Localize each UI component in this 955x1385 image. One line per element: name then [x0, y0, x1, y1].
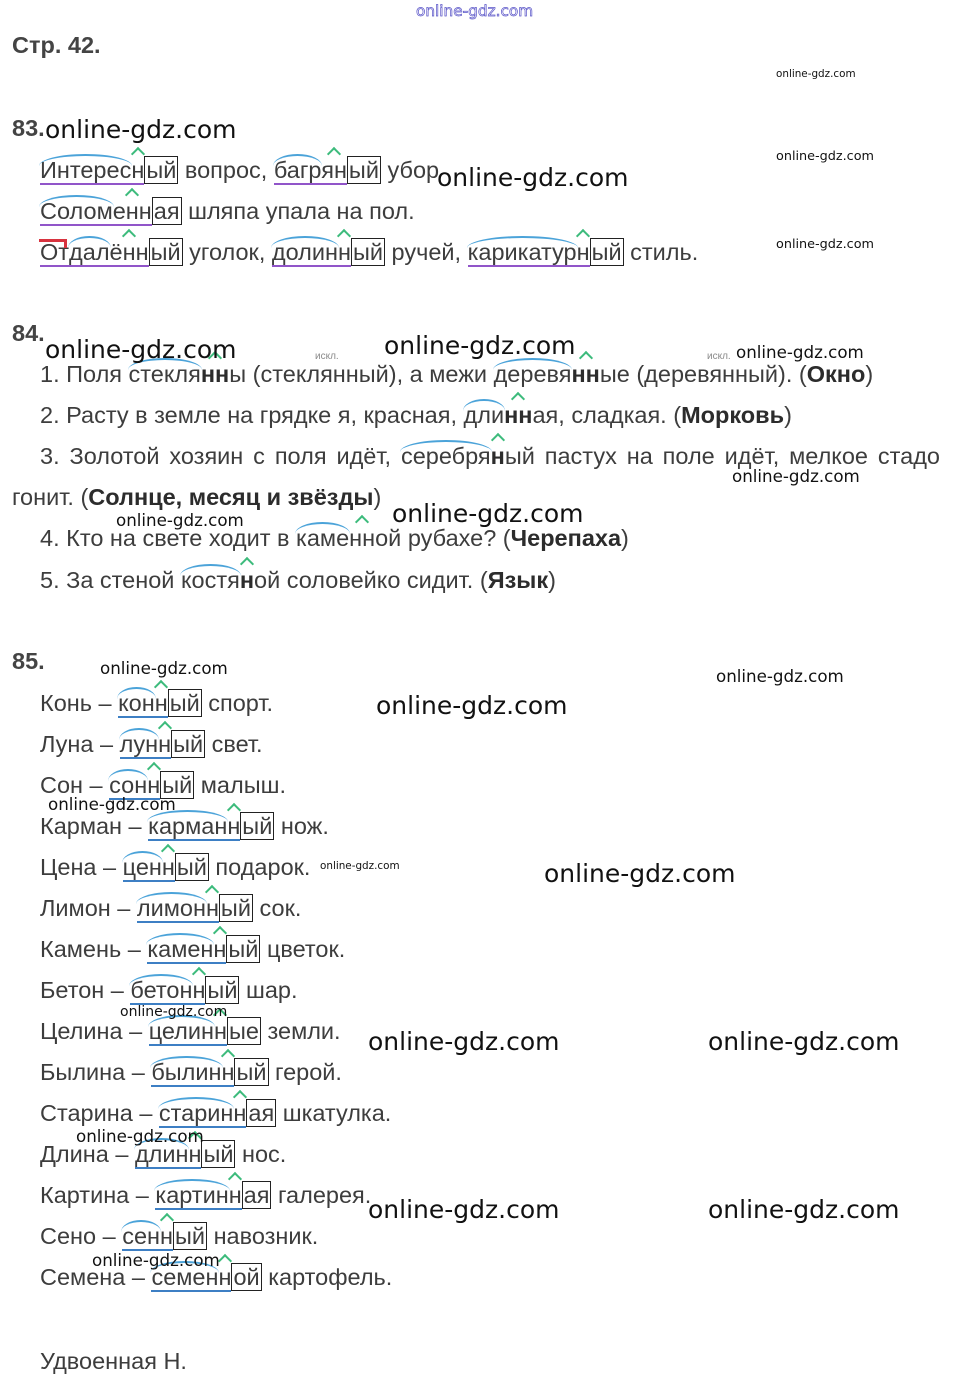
- word-ending: ый: [348, 156, 379, 183]
- text-run: цветок.: [260, 935, 346, 962]
- word-suffix: н: [161, 853, 175, 880]
- text-run: картофель.: [261, 1264, 393, 1291]
- answer-bold: Окно: [806, 360, 866, 387]
- text-run: убор: [380, 156, 440, 183]
- text-run: вопрос,: [178, 156, 274, 183]
- text-run: ): [373, 484, 382, 511]
- text-run: шляпа упала на пол.: [181, 197, 415, 224]
- word-suffix: н: [228, 1182, 242, 1209]
- word-ending: ый: [173, 730, 204, 757]
- watermark-text: online-gdz.com: [392, 499, 584, 528]
- word-ending: ый: [175, 1223, 206, 1250]
- word-ending: ая: [153, 197, 180, 224]
- word-root: каме: [296, 525, 350, 552]
- word-suffix: н: [154, 689, 168, 716]
- text-run: Камень –: [40, 935, 148, 962]
- exercise-number-84: 84.: [12, 320, 45, 346]
- word-suffix: н: [218, 1264, 232, 1291]
- word-root: дли: [463, 401, 505, 428]
- watermark-text: online-gdz.com: [48, 794, 176, 814]
- word-ending: ый: [236, 1059, 267, 1086]
- text-run: 3. Золотой хозяин с поля идёт,: [40, 442, 401, 469]
- word-suffix-bold: н: [490, 442, 505, 469]
- text-run: Цена –: [40, 853, 123, 880]
- answer-bold: Язык: [487, 566, 549, 593]
- text-run: галерея.: [271, 1182, 372, 1209]
- word-suffix-bold: нн: [504, 401, 533, 428]
- word-ending: ый: [203, 1141, 234, 1168]
- text-run: Старина –: [40, 1100, 159, 1127]
- watermark-text: online-gdz.com: [45, 335, 237, 364]
- text-run: гонит. (: [12, 484, 89, 511]
- text-run: Картина –: [40, 1182, 156, 1209]
- exercise-line: [40, 560, 940, 601]
- exercise-number-83: 83.: [12, 115, 45, 141]
- text-run: Карман –: [40, 812, 149, 839]
- watermark-text: online-gdz.com: [776, 237, 875, 252]
- text-run: ): [621, 525, 629, 552]
- text-run: Бетон –: [40, 976, 131, 1003]
- watermark-text: online-gdz.com: [776, 68, 856, 80]
- exercise-line: [40, 1175, 392, 1216]
- word-root: целин: [148, 1018, 214, 1044]
- text-run: Конь –: [40, 689, 119, 716]
- word-root: цен: [122, 853, 162, 880]
- watermark-text: online-gdz.com: [732, 466, 860, 486]
- answer-bold: Черепаха: [510, 525, 622, 552]
- watermark-text: online-gdz.com: [45, 115, 237, 144]
- word-ending: ый: [207, 976, 238, 1003]
- word-suffix: н: [192, 976, 206, 1003]
- text-run: ): [865, 360, 874, 387]
- word-root: долин: [271, 238, 338, 265]
- text-run: ая, сладкая. (: [532, 401, 682, 428]
- text-run: свет.: [205, 730, 263, 757]
- word-root: камен: [147, 935, 214, 962]
- word-root: сон: [109, 771, 148, 798]
- text-run: Целина –: [40, 1018, 149, 1044]
- text-run: ой соловейко сидит. (: [254, 566, 488, 593]
- text-run: герой.: [268, 1059, 342, 1086]
- word-suffix: н: [158, 730, 172, 757]
- exercise-85: [40, 683, 392, 1299]
- text-run: ы (стеклянный), а межи: [229, 360, 494, 387]
- word-root: кон: [118, 689, 155, 716]
- text-run: навозник.: [207, 1223, 319, 1250]
- word-root: лун: [119, 730, 159, 757]
- text-run: 5. За стеной: [40, 566, 181, 593]
- text-run: ): [784, 401, 792, 428]
- text-run: 1. Поля: [40, 360, 129, 387]
- exercise-line: [40, 724, 392, 765]
- word-suffix: н: [337, 238, 351, 265]
- text-run: Сон –: [40, 771, 110, 798]
- word-root: старин: [158, 1100, 234, 1127]
- word-suffix: н: [221, 1059, 235, 1086]
- text-run: шкатулка.: [276, 1100, 392, 1127]
- word-root: Интерес: [40, 156, 132, 183]
- text-run: шар.: [239, 976, 298, 1003]
- word-prefix: От: [40, 238, 70, 265]
- word-root: бетон: [130, 976, 193, 1003]
- exercise-line: [40, 1052, 392, 1093]
- page-title: Стр. 42.: [12, 32, 101, 58]
- text-run: Длина –: [40, 1141, 135, 1168]
- text-run: подарок.: [208, 853, 311, 880]
- text-run: Сено –: [40, 1223, 123, 1250]
- text-run: сок.: [252, 894, 302, 921]
- watermark-text: online-gdz.com: [708, 1027, 900, 1056]
- word-suffix: н: [233, 1100, 247, 1127]
- site-watermark: online-gdz.com: [416, 2, 534, 20]
- exercise-number-85: 85.: [12, 648, 45, 674]
- text-run: ручей,: [385, 238, 468, 265]
- text-run: ый пастух на поле идёт, мелкое стадо: [504, 442, 940, 469]
- watermark-text: online-gdz.com: [100, 658, 228, 678]
- word-root: стекля: [128, 360, 201, 387]
- text-run: спорт.: [201, 689, 274, 716]
- word-suffix: ян: [321, 156, 347, 183]
- text-run: 2. Расту в земле на грядке я, красная,: [40, 401, 464, 428]
- word-suffix: н: [131, 156, 145, 183]
- watermark-text: online-gdz.com: [384, 331, 576, 360]
- word-suffix: н: [188, 1141, 202, 1168]
- text-run: нос.: [235, 1141, 287, 1168]
- watermark-text: online-gdz.com: [368, 1195, 560, 1224]
- watermark-text: online-gdz.com: [320, 860, 400, 872]
- text-run: Былина –: [40, 1059, 152, 1086]
- word-ending: ой: [233, 1264, 260, 1291]
- word-ending: ый: [242, 812, 273, 839]
- word-suffix: енн: [112, 197, 152, 224]
- text-run: земли.: [260, 1018, 341, 1044]
- word-root: карикатур: [467, 238, 577, 265]
- text-run: малыш.: [194, 771, 286, 798]
- text-run: Луна –: [40, 730, 120, 757]
- watermark-text: online-gdz.com: [120, 1004, 228, 1020]
- word-root: лимон: [136, 894, 206, 921]
- exercise-line: [40, 683, 392, 724]
- text-run: нож.: [274, 812, 329, 839]
- word-suffix: н: [214, 1018, 227, 1044]
- word-ending: ый: [591, 238, 622, 265]
- word-ending: ый: [176, 853, 207, 880]
- exercise-line: [40, 232, 698, 273]
- exercise-line: [40, 888, 392, 929]
- word-root: сен: [122, 1223, 161, 1250]
- word-root: длин: [134, 1141, 189, 1168]
- word-ending: ая: [243, 1182, 270, 1209]
- exercise-line: [40, 395, 940, 436]
- watermark-text: online-gdz.com: [437, 163, 629, 192]
- watermark-text: online-gdz.com: [716, 666, 844, 686]
- watermark-text: online-gdz.com: [76, 1126, 204, 1146]
- answer-bold: Морковь: [681, 401, 785, 428]
- word-suffix: нн: [349, 525, 376, 552]
- exercise-line: [40, 191, 698, 232]
- watermark-text: online-gdz.com: [544, 859, 736, 888]
- watermark-text: online-gdz.com: [116, 510, 244, 530]
- word-suffix: ённ: [109, 238, 149, 265]
- word-ending: ый: [162, 771, 193, 798]
- text-run: Семена –: [40, 1264, 152, 1291]
- word-ending: ый: [228, 935, 259, 962]
- word-root: семен: [151, 1264, 219, 1291]
- watermark-text: online-gdz.com: [368, 1027, 560, 1056]
- watermark-text: online-gdz.com: [92, 1250, 220, 1270]
- word-root: карман: [148, 812, 228, 839]
- word-suffix: н: [160, 1223, 174, 1250]
- text-run: 4. Кто на свете ходит в: [40, 525, 297, 552]
- exercise-line: [40, 929, 392, 970]
- conclusion-text: Удвоенная Н.: [40, 1348, 187, 1374]
- word-ending: ая: [248, 1100, 275, 1127]
- word-ending: ый: [352, 238, 383, 265]
- watermark-text: online-gdz.com: [376, 691, 568, 720]
- word-root: дал: [69, 238, 110, 265]
- text-run: уголок,: [182, 238, 272, 265]
- text-run: стиль.: [623, 238, 699, 265]
- text-run: ые (деревянный). (: [599, 360, 807, 387]
- word-ending: ый: [150, 238, 181, 265]
- text-run: ой рубахе? (: [375, 525, 511, 552]
- answer-bold: Солнце, месяц и звёзды: [88, 484, 374, 511]
- word-suffix: н: [213, 935, 227, 962]
- text-run: ): [548, 566, 556, 593]
- exception-note: искл.: [707, 351, 731, 362]
- exception-note: искл.: [315, 351, 339, 362]
- word-root: деревя: [493, 360, 572, 387]
- word-root: костя: [180, 566, 240, 593]
- word-suffix: н: [227, 812, 241, 839]
- word-suffix: н: [576, 238, 590, 265]
- watermark-text: online-gdz.com: [776, 149, 875, 164]
- word-ending: ый: [146, 156, 177, 183]
- word-root: картин: [155, 1182, 229, 1209]
- watermark-text: online-gdz.com: [708, 1195, 900, 1224]
- word-suffix-bold: н: [239, 566, 255, 593]
- word-suffix-bold: нн: [200, 360, 230, 387]
- word-ending: ый: [220, 894, 251, 921]
- word-suffix: н: [147, 771, 161, 798]
- word-ending: ые: [228, 1018, 259, 1044]
- word-root: серебря: [400, 442, 491, 469]
- word-suffix: н: [205, 894, 219, 921]
- word-ending: ый: [169, 689, 200, 716]
- watermark-text: online-gdz.com: [736, 342, 864, 362]
- text-run: Лимон –: [40, 894, 137, 921]
- word-suffix-bold: нн: [571, 360, 600, 387]
- word-root: багр: [273, 156, 322, 183]
- word-root: былин: [151, 1059, 222, 1086]
- word-root: Солом: [40, 197, 113, 224]
